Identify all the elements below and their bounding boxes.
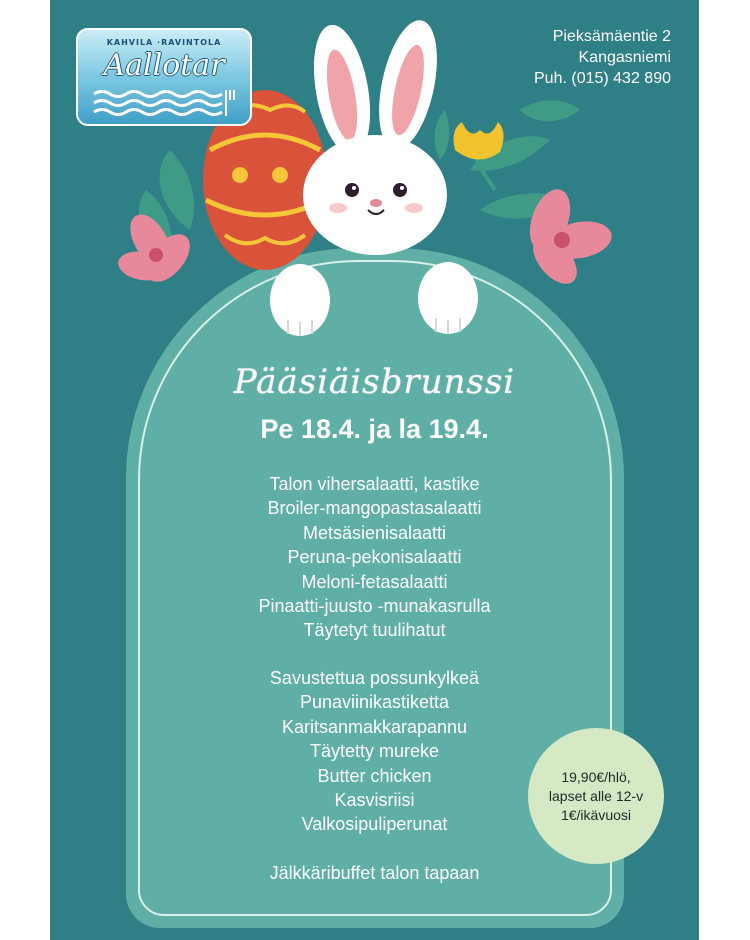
poster [50, 0, 699, 940]
address-city: Kangasniemi [578, 49, 671, 66]
price-badge [528, 728, 664, 864]
logo-subtitle: KAHVILA ·RAVINTOLA [106, 38, 222, 47]
address-street: Pieksämäentie 2 [552, 28, 671, 45]
price-line-1: 19,90€/hlö, [561, 768, 631, 785]
list-item: Savustettua possunkylkeä [269, 668, 480, 688]
price-line-3: 1€/ikävuosi [560, 806, 632, 823]
address-phone[interactable]: Puh. (015) 432 890 [534, 70, 671, 87]
list-item: Pinaatti-juusto -munakasrulla [258, 596, 491, 617]
price-line-2: lapset alle 12-v [548, 787, 644, 804]
list-item: Kasvisriisi [334, 790, 415, 811]
list-item: Butter chicken [317, 765, 432, 786]
list-item: Talon vihersalaatti, kastike [269, 474, 480, 494]
logo-name: Aallotar [103, 48, 225, 83]
list-item: Peruna-pekonisalaatti [287, 547, 462, 568]
address-block [534, 26, 671, 89]
list-item: Täytetty mureke [309, 741, 440, 762]
logo[interactable] [76, 28, 252, 126]
list-item: Metsäsienisalaatti [302, 522, 447, 543]
list-item: Karitsanmakkarapannu [281, 716, 468, 737]
event-title: Pääsiäisbrunssi [233, 362, 516, 402]
list-item: Broiler-mangopastasalaatti [267, 498, 482, 519]
event-dates: Pe 18.4. ja la 19.4. [260, 414, 489, 444]
dessert-line: Jälkkäribuffet talon tapaan [269, 863, 480, 883]
list-item: Meloni-fetasalaatti [301, 571, 448, 592]
menu-salads [50, 472, 699, 643]
cutlery-waves-icon [90, 86, 238, 120]
list-item: Täytetyt tuulihatut [303, 620, 446, 641]
list-item: Punaviinikastiketta [299, 692, 450, 713]
list-item: Valkosipuliperunat [301, 814, 448, 835]
